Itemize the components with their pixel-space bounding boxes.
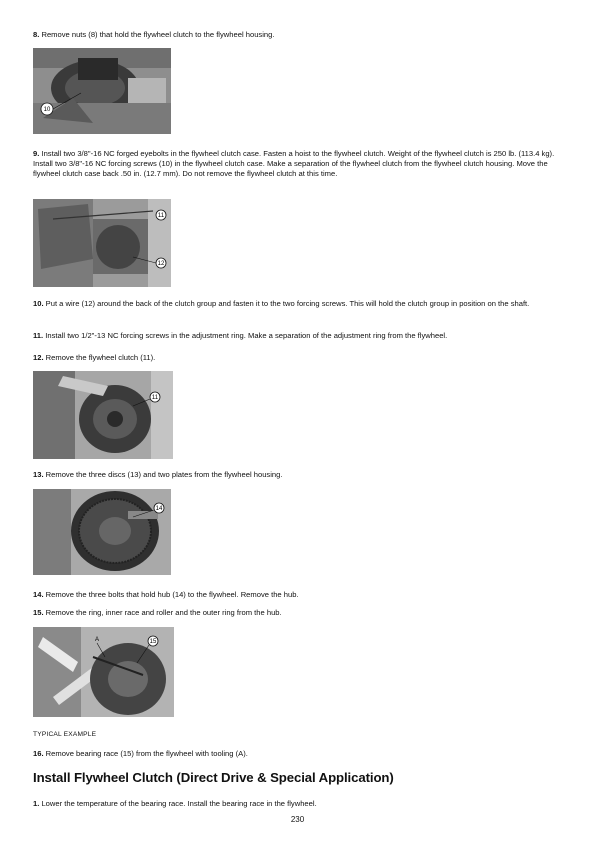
section-heading: Install Flywheel Clutch (Direct Drive & Special Application) <box>33 770 394 785</box>
step-number: 15. <box>33 608 44 617</box>
callout-a-label: A <box>95 637 100 643</box>
callout-11-label: 11 <box>157 213 165 219</box>
photo-illustration <box>33 627 174 717</box>
step-number: 1. <box>33 799 40 808</box>
photo-discs <box>33 489 171 575</box>
step-16 <box>33 749 563 759</box>
step-13 <box>33 470 563 480</box>
step-14 <box>33 590 563 600</box>
step-number: 14. <box>33 590 44 599</box>
photo-clutch-case <box>33 199 171 287</box>
photo-bearing-race <box>33 627 174 717</box>
step-text: Lower the temperature of the bearing race. Install the bearing race in the flywheel. <box>39 799 317 808</box>
callout-11-label: 11 <box>151 395 159 401</box>
photo-flywheel-clutch <box>33 371 173 459</box>
step-number: 13. <box>33 470 44 479</box>
step-11 <box>33 331 563 341</box>
callout-10-label: 10 <box>43 107 51 113</box>
step-text: Remove the ring, inner race and roller and the outer ring from the hub. <box>43 608 282 617</box>
install-step-1 <box>33 799 563 809</box>
step-15 <box>33 608 563 618</box>
callout-14-label: 14 <box>155 506 163 512</box>
step-number: 11. <box>33 331 44 340</box>
step-text: Remove bearing race (15) from the flywheel with tooling (A). <box>43 749 248 758</box>
photo-illustration <box>33 48 171 134</box>
photo-illustration <box>33 199 171 287</box>
step-text: Install two 1/2"-13 NC forcing screws in the adjustment ring. Make a separation of the adjustment ring from the flywheel. <box>43 331 448 340</box>
step-text: Remove the three bolts that hold hub (14) to the flywheel. Remove the hub. <box>43 590 299 599</box>
photo-flywheel-nuts <box>33 48 171 134</box>
step-text: Install two 3/8"-16 NC forged eyebolts in the flywheel clutch case. Fasten a hoist to the flywheel clutch. Weight of the flywheel clutch is 250 lb. (113.4 kg). Install two 3/8"-16 NC forcing screws (10) in the flywheel clutch case. Make a separation of the flywheel clutch from the flywheel clutch housing. Move the flywheel clutch case back .50 in. (12.7 mm). Do not remove the flywheel clutch at this time. <box>33 149 555 178</box>
callout-15-label: 15 <box>149 639 157 645</box>
photo-illustration <box>33 489 171 575</box>
step-10 <box>33 299 563 309</box>
step-8 <box>33 30 563 40</box>
step-number: 10. <box>33 299 44 308</box>
step-number: 12. <box>33 353 44 362</box>
step-text: Remove nuts (8) that hold the flywheel clutch to the flywheel housing. <box>39 30 275 39</box>
callout-12-label: 12 <box>157 261 165 267</box>
photo-caption: TYPICAL EXAMPLE <box>33 731 97 738</box>
page-number: 230 <box>290 815 305 824</box>
step-9 <box>33 149 563 179</box>
step-text: Remove the three discs (13) and two plates from the flywheel housing. <box>43 470 283 479</box>
photo-illustration <box>33 371 173 459</box>
step-number: 16. <box>33 749 44 758</box>
step-12 <box>33 353 563 363</box>
step-text: Remove the flywheel clutch (11). <box>43 353 156 362</box>
step-number: 9. <box>33 149 40 158</box>
step-text: Put a wire (12) around the back of the clutch group and fasten it to the two forcing screws. This will hold the clutch group in position on the shaft. <box>43 299 530 308</box>
step-number: 8. <box>33 30 40 39</box>
